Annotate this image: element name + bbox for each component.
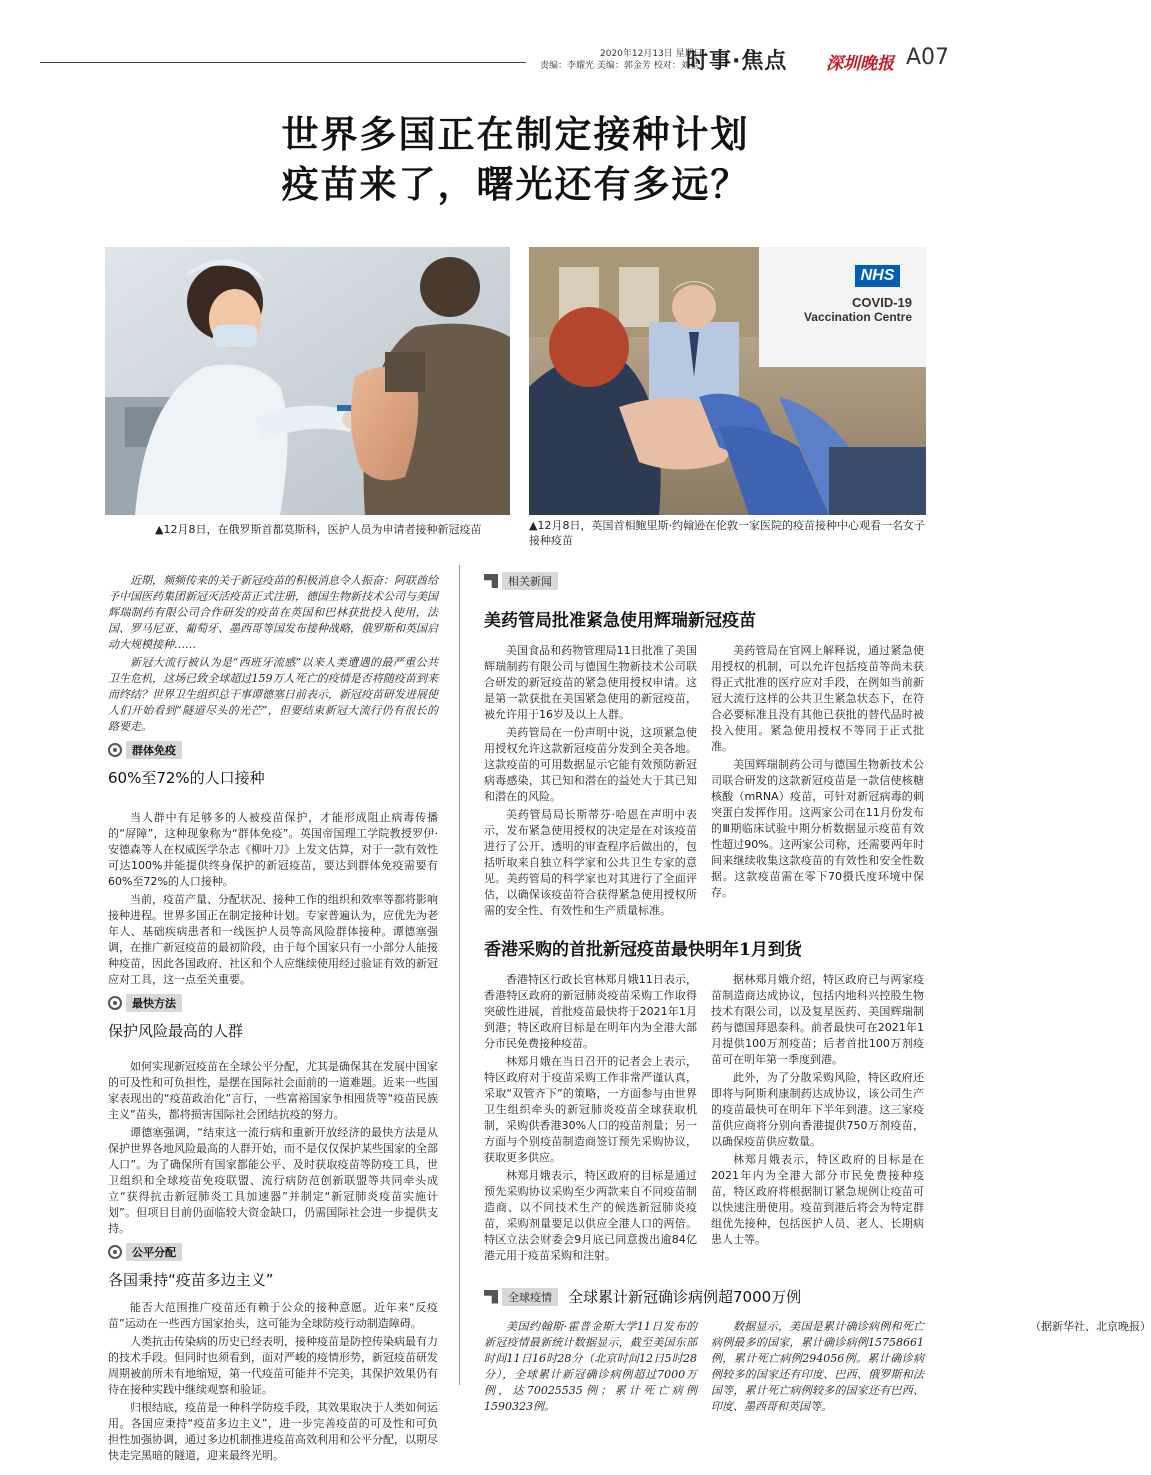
section-body — [108, 810, 438, 988]
global-body — [484, 1319, 1151, 1419]
staff-line: 责编：李耀光 美编：郭金芳 校对：刘星 — [540, 61, 699, 71]
column-divider — [459, 565, 460, 1385]
body-paragraph: 香港特区行政长官林郑月娥11日表示，香港特区政府的新冠肺炎疫苗采购工作取得突破性进展，首批疫苗最快将于2021年1月到港；特区政府目标是在明年内为全港大部分市民免费接种疫苗。 — [484, 973, 697, 1050]
intro-section — [108, 573, 438, 735]
body-paragraph: 数据显示，美国是累计确诊病例和死亡病例最多的国家，累计确诊病例15758661例，累计死亡病例294056例。累计确诊病例较多的国家还有印度、巴西、俄罗斯和法国等，累计死亡病例较多的国家还有巴西、印度、墨西哥和英国等。 — [711, 1320, 924, 1413]
section-fastest-method — [108, 994, 438, 1237]
section-body — [108, 1300, 438, 1464]
body-paragraph: 林郑月娥在当日召开的记者会上表示，特区政府对于疫苗采购工作非常严谨认真，采取“双管齐下”的策略，一方面参与由世界卫生组织牵头的新冠肺炎疫苗全球获取机制，采购供香港30%人口的疫苗剂量；另一方面与个别疫苗制造商签订预先采购协议，获取更多供应。 — [484, 1055, 697, 1164]
body-paragraph: 美国约翰斯·霍普金斯大学11日发布的新冠疫情最新统计数据显示，截至美国东部时间11日16时28分（北京时间12日5时28分），全球累计新冠确诊病例超过7000万例，达70025535例；累计死亡病例1590323例。 — [484, 1320, 697, 1413]
date-line: 2020年12月13日 星期日 — [600, 49, 703, 59]
headline-line-1: 世界多国正在制定接种计划 — [281, 113, 750, 156]
body-paragraph: 归根结底，疫苗是一种科学防疫手段，其效果取决于人类如何运用。各国应秉持“疫苗多边主义”，进一步完善疫苗的可及性和可负担性加强协调，通过多边机制推进疫苗高效利用和公平分配，以期尽快走完黑暗的隧道，迎来最终光明。 — [108, 1401, 438, 1462]
section-subtitle: 保护风险最高的人群 — [108, 1022, 244, 1040]
related-news-tag — [484, 572, 558, 590]
source-credit: （据新华社、北京晚报） — [1030, 1320, 1151, 1333]
corner-arrow-icon — [484, 1290, 498, 1304]
body-paragraph: 人类抗击传染病的历史已经表明，接种疫苗是防控传染病最有力的技术手段。但同时也须看到，面对严峻的疫情形势，新冠疫苗研发周期被前所未有地缩短，第一代疫苗可能并不完美，其保护效果仍有待在接种实践中继续观察和验证。 — [108, 1335, 438, 1396]
photo-london-vaccination — [529, 247, 926, 515]
story1-headline: 美药管局批准紧急使用辉瑞新冠疫苗 — [484, 611, 756, 631]
section-herd-immunity — [108, 741, 438, 988]
intro-paragraph: 新冠大流行被认为是“西班牙流感”以来人类遭遇的最严重公共卫生危机，这场已致全球超过159万人死亡的疫情是否将随疫苗到来而终结？世界卫生组织总干事谭德塞日前表示，新冠疫苗研发进展使人们开始看到“隧道尽头的光芒”，但要结束新冠大流行仍有很长的路要走。 — [108, 656, 438, 733]
section-tag-label: 公平分配 — [126, 1243, 182, 1261]
photo-caption-right: ▲12月8日，英国首相鲍里斯·约翰逊在伦敦一家医院的疫苗接种中心观看一名女子接种疫苗 — [529, 519, 925, 547]
paper-logo: 深圳晚报 — [826, 54, 894, 74]
body-paragraph: 据林郑月娥介绍，特区政府已与两家疫苗制造商达成协议，包括内地科兴控股生物技术有限公司，以及复星医药、美国辉瑞制药与德国拜恩泰科。前者最快可在2021年1月提供100万剂疫苗；后者首批100万剂疫苗可在明年第一季度到港。 — [711, 973, 924, 1066]
circle-bullet-icon — [108, 743, 122, 757]
body-paragraph: 此外，为了分散采购风险，特区政府还即将与阿斯利康制药达成协议，该公司生产的疫苗最快可在明年下半年到港。这三家疫苗供应商将分别向香港提供750万剂疫苗，以确保疫苗供应数量。 — [711, 1071, 924, 1148]
circle-bullet-icon — [108, 996, 122, 1010]
global-epidemic-label: 全球疫情 — [502, 1288, 558, 1306]
section-tag — [108, 1243, 182, 1261]
photo-moscow-vaccination — [105, 247, 510, 515]
section-tag-label: 最快方法 — [126, 994, 182, 1012]
intro-paragraph: 近期，频频传来的关于新冠疫苗的积极消息令人振奋：阿联酋给予中国医药集团新冠灭活疫苗正式注册，德国生物新技术公司与美国辉瑞制药有限公司合作研发的疫苗在英国和巴林获批投入使用，法国、罗马尼亚、葡萄牙、墨西哥等国发布接种战略，俄罗斯和英国启动大规模接种…… — [108, 574, 438, 651]
moscow-photo-illustration — [105, 247, 510, 515]
photo-caption-left: ▲12月8日，在俄罗斯首都莫斯科，医护人员为申请者接种新冠疫苗 — [155, 523, 482, 536]
body-paragraph: 美药管局在一份声明中说，这项紧急使用授权允许这款新冠疫苗分发到全美各地。这款疫苗的可用数据显示它能有效预防新冠病毒感染，其已知和潜在的益处大于其已知和潜在的风险。 — [484, 726, 697, 803]
section-tag — [108, 994, 182, 1012]
body-paragraph: 美国辉瑞制药公司与德国生物新技术公司联合研发的这款新冠疫苗是一款信使核糖核酸（mRNA）疫苗，可针对新冠病毒的刺突蛋白发挥作用。这两家公司在11月份发布的Ⅲ期临床试验中期分析数据显示疫苗有效性超过90%。这两家公司称，还需要两年时间来继续收集这款疫苗的有效性和安全性数据。这款疫苗需在零下70摄氏度环境中保存。 — [711, 758, 924, 899]
body-paragraph: 林郑月娥表示，特区政府的目标是通过预先采购协议采购至少两款来自不同疫苗制造商、以不同技术生产的候选新冠肺炎疫苗，采购剂量要足以供应全港人口的两倍。特区立法会财委会9月底已同意拨出逾84亿港元用于疫苗采购和注射。 — [484, 1169, 697, 1262]
main-article — [108, 573, 438, 1466]
nhs-sign-line1: COVID-19 — [852, 295, 912, 310]
section-subtitle: 各国秉持“疫苗多边主义” — [108, 1271, 274, 1289]
section-tag-label: 群体免疫 — [126, 741, 182, 759]
body-paragraph: 美药管局在官网上解释说，通过紧急使用授权的机制，可以允许包括疫苗等尚未获得正式批准的医疗应对手段，在例如当前新冠大流行这样的公共卫生紧急状态下，在符合必要标准且没有其他已获批的替代品时被投入使用。紧急使用授权不等同于正式批准。 — [711, 644, 924, 753]
body-paragraph: 美国食品和药物管理局11日批准了美国辉瑞制药有限公司与德国生物新技术公司联合研发的新冠疫苗的紧急使用授权申请。这是第一款获批在美国紧急使用的新冠疫苗，被允许用于16岁及以上人群。 — [484, 644, 697, 721]
section-subtitle: 60%至72%的人口接种 — [108, 769, 265, 787]
story1-body — [484, 643, 924, 925]
headline-line-2: 疫苗来了，曙光还有多远？ — [281, 163, 750, 206]
body-paragraph: 如何实现新冠疫苗在全球公平分配，尤其是确保其在发展中国家的可及性和可负担性，是摆在国际社会面前的一道难题。近来一些国家表现出的“疫苗政治化”言行，一些富裕国家争相囤货等“疫苗民族主义”苗头，都将损害国际社会团结抗疫的努力。 — [108, 1060, 438, 1121]
nhs-logo: NHS — [855, 265, 901, 287]
global-epidemic-tag — [484, 1288, 558, 1306]
body-paragraph: 能否大范围推广疫苗还有赖于公众的接种意愿。近年来“反疫苗”运动在一些西方国家抬头，这可能为全球防疫行动制造障碍。 — [108, 1301, 438, 1330]
body-paragraph: 谭德塞强调，“结束这一流行病和重新开放经济的最快方法是从保护世界各地风险最高的人群开始，而不是仅仅保护某些国家的全部人口”。为了确保所有国家都能公平、及时获取疫苗等防疫工具，世卫组织和全球疫苗免疫联盟、流行病防范创新联盟等共同牵头成立“获得抗击新冠肺炎工具加速器”并制定“新冠肺炎疫苗实施计划”。但项目目前仍面临较大资金缺口，仍需国际社会进一步提供支持。 — [108, 1126, 438, 1235]
circle-bullet-icon — [108, 1245, 122, 1259]
nhs-sign — [761, 251, 924, 359]
nhs-sign-line2: Vaccination Centre — [803, 310, 912, 324]
masthead-rule — [40, 62, 526, 63]
body-paragraph: 当前，疫苗产量、分配状况、接种工作的组织和效率等都将影响接种进程。世界多国正在制定接种计划。专家普遍认为，应优先为老年人、基础疾病患者和一线医护人员等高风险群体接种。谭德塞强调，在推广新冠疫苗的最初阶段，由于每个国家只有一小部分人能接种疫苗，因此各国政府、社区和个人应继续使用经过验证有效的新冠应对工具，这一点至关重要。 — [108, 893, 438, 986]
story2-headline: 香港采购的首批新冠疫苗最快明年1月到货 — [484, 940, 802, 960]
body-paragraph: 美药管局局长斯蒂芬·哈恩在声明中表示，发布紧急使用授权的决定是在对该疫苗进行了公开、透明的审查程序后做出的，包括听取来自独立科学家和公共卫生专家的意见。美药管局的科学家也对其进行了全面评估，以确保该疫苗符合获得紧急使用授权所需的安全性、有效性和生产质量标准。 — [484, 808, 697, 917]
related-news — [484, 572, 1151, 1419]
section-body — [108, 1059, 438, 1237]
global-headline: 全球累计新冠确诊病例超7000万例 — [568, 1288, 802, 1306]
related-news-label: 相关新闻 — [502, 572, 558, 590]
section-title: 时事·焦点 — [686, 49, 788, 74]
corner-arrow-icon — [484, 574, 498, 588]
page-number: A07 — [906, 45, 950, 70]
story2-body — [484, 972, 924, 1272]
section-fair-distribution — [108, 1243, 438, 1464]
global-epidemic-header — [484, 1286, 924, 1307]
body-paragraph: 林郑月娥表示，特区政府的目标是在2021年内为全港大部分市民免费接种疫苗，特区政府将根据制订紧急规例让疫苗可以快速注册使用。疫苗到港后将会为特定群组优先接种，包括医护人员、老人、长期病患人士等。 — [711, 1153, 924, 1246]
body-paragraph: 当人群中有足够多的人被疫苗保护，才能形成阻止病毒传播的“屏障”，这种现象称为“群体免疫”。英国帝国理工学院教授罗伊·安德森等人在权威医学杂志《柳叶刀》上发文估算，对于一款有效性可达100%并能提供终身保护的新冠疫苗，要达到群体免疫需要有60%至72%的人口接种。 — [108, 811, 438, 888]
section-tag — [108, 741, 182, 759]
